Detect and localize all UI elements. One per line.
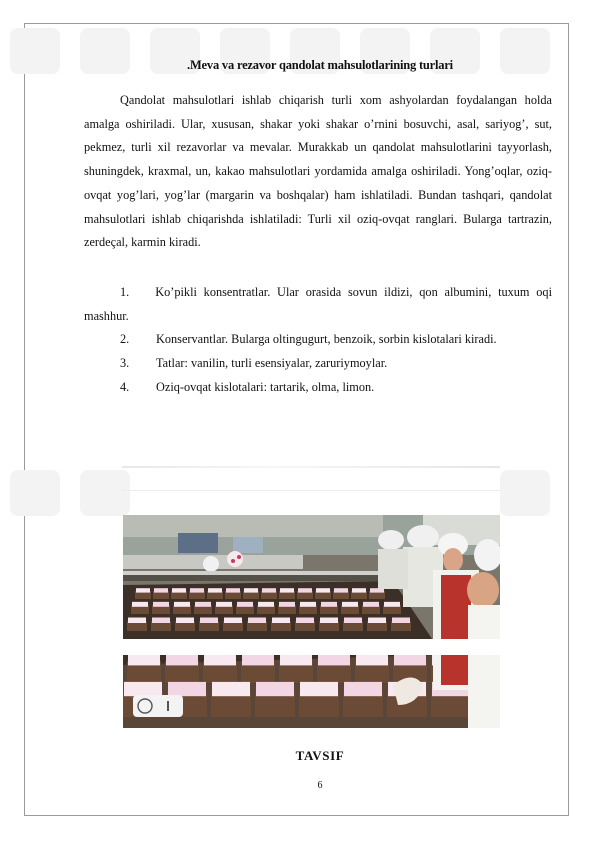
list-item [84, 281, 552, 328]
document-title: .Meva va rezavor qandolat mahsulotlarining turlari [187, 58, 453, 72]
list-item-number: 1. [120, 285, 130, 299]
list-item-text: Ko’pikli konsentratlar. Ular orasida sovun ildizi, qon albumini, tuxum oqi mashhur. [84, 285, 552, 323]
list-item-number: 3. [120, 356, 130, 371]
page-number: 6 [317, 780, 323, 791]
list-item-number: 4. [120, 379, 130, 394]
list-item-text: Konservantlar. Bularga oltingugurt, benzoik, sorbin kislotalari kiradi. [156, 332, 497, 347]
intro-paragraph: Qandolat mahsulotlari ishlab chiqarish turli xom ashyolardan foydalangan holda amalga oshiriladi. Ular, xususan, shakar yoki shakar o’rnini bosuvchi, asal, sariyog’, sut, pekmez, turli xil rezavorlar va mevalar. Murakkab un qandolat mahsulotlarini tayyorlash, shuningdek, kraxmal, un, kakao mahsulotlari yordamida amalga oshiriladi. Yong’oqlar, oziq-ovqat yog’lari, yog’lar (margarin va boshqalar) ham ishlatiladi. Bundan tashqari, qandolat mahsulotlari ishlab chiqarishda ishlatiladi: Turli xil oziq-ovqat ranglari. Bularga tartrazin, zerdeçal, karmin kiradi. [84, 93, 552, 250]
list-item [84, 376, 552, 400]
list-item-text: Oziq-ovqat kislotalari: tartarik, olma, limon. [156, 379, 375, 394]
image-top-edge [122, 466, 500, 468]
confectionery-factory-photo [123, 515, 500, 728]
list-item-text: Tatlar: vanilin, turli esensiyalar, zaruriymoylar. [156, 356, 388, 371]
image-divider [122, 490, 500, 491]
list-item [84, 352, 552, 376]
image-caption: TAVSIF [295, 748, 345, 763]
ingredient-list [84, 281, 552, 400]
list-item-number: 2. [120, 332, 130, 347]
list-item [84, 328, 552, 352]
